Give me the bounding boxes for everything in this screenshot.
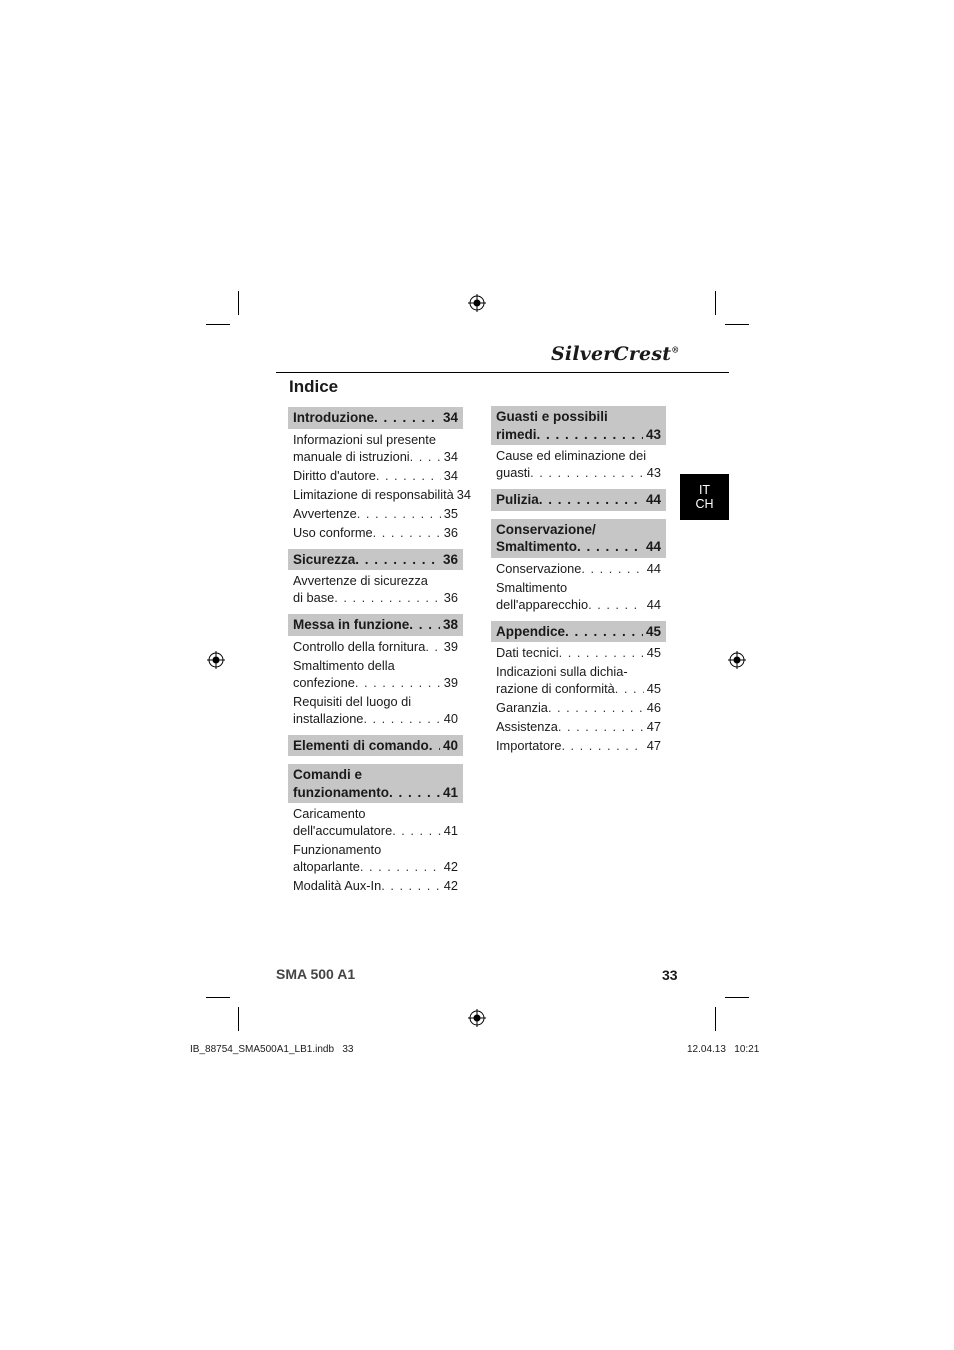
brand-logo xyxy=(551,343,679,365)
footer-model: SMA 500 A1 xyxy=(276,966,356,982)
toc-entry-page: 41 xyxy=(443,823,458,838)
toc-entry-row xyxy=(293,524,458,541)
toc-heading-row xyxy=(293,737,458,755)
dot-leader xyxy=(355,674,441,691)
toc-entry[interactable] xyxy=(288,655,463,691)
toc-heading-line: Guasti e possibili xyxy=(496,409,608,424)
toc-entry-text: Avvertenze xyxy=(293,505,357,521)
toc-entry-row xyxy=(293,467,458,484)
dot-leader xyxy=(537,426,643,444)
toc-entry[interactable] xyxy=(491,558,666,577)
toc-entry-text: Controllo della fornitura xyxy=(293,638,426,654)
dot-leader xyxy=(357,505,441,522)
toc-entry-line: Funzionamento xyxy=(293,842,382,857)
dot-leader xyxy=(559,644,644,661)
toc-entry-row xyxy=(496,644,661,661)
dot-leader xyxy=(548,699,644,716)
dot-leader xyxy=(581,560,643,577)
toc-entry-text: dell'apparecchio xyxy=(496,596,589,612)
dot-leader xyxy=(374,409,440,427)
crop-mark xyxy=(725,324,749,325)
dot-leader xyxy=(373,524,441,541)
dot-leader xyxy=(392,822,441,839)
toc-entry[interactable] xyxy=(491,577,666,613)
dot-leader xyxy=(577,538,643,556)
toc-entry-row xyxy=(293,674,458,691)
toc-heading-page: 36 xyxy=(442,551,458,567)
dot-leader xyxy=(376,467,441,484)
toc-entry[interactable] xyxy=(288,570,463,606)
toc-section-heading[interactable] xyxy=(288,614,463,636)
toc-entry-row xyxy=(496,464,661,481)
toc-entry-page: 47 xyxy=(646,738,661,753)
toc-heading-row xyxy=(293,551,458,569)
toc-entry-row xyxy=(496,560,661,577)
toc-entry-row xyxy=(293,858,458,875)
crop-mark xyxy=(238,1007,239,1031)
toc-entry-row xyxy=(496,737,661,754)
toc-heading-row xyxy=(496,426,661,444)
toc-entry-line: Indicazioni sulla dichia- xyxy=(496,664,628,679)
toc-entry-line: Avvertenze di sicurezza xyxy=(293,573,428,588)
toc-entry-line: Informazioni sul presente xyxy=(293,431,436,447)
dot-leader xyxy=(381,877,441,894)
print-slug-date: 12.04.13 10:21 xyxy=(687,1044,760,1055)
toc-entry[interactable] xyxy=(288,636,463,655)
toc-entry-row xyxy=(293,589,458,606)
registration-mark-icon xyxy=(468,294,486,312)
crop-mark xyxy=(206,324,230,325)
toc-heading-row xyxy=(496,538,661,556)
toc-entry-text: Limitazione di responsabilità xyxy=(293,486,454,502)
registration-mark-icon xyxy=(728,651,746,669)
toc-heading-page: 34 xyxy=(442,410,458,425)
dot-leader xyxy=(588,596,644,613)
toc-entry-line: Cause ed eliminazione dei xyxy=(496,448,647,463)
dot-leader xyxy=(539,491,643,509)
dot-leader xyxy=(425,638,440,655)
toc-entry-text: Diritto d'autore xyxy=(293,467,376,483)
toc-entry-text: Garanzia xyxy=(496,700,548,715)
toc-entry-page: 42 xyxy=(443,878,458,893)
dot-leader xyxy=(355,551,440,569)
toc-entry-page: 39 xyxy=(443,638,458,654)
toc-entry-row xyxy=(496,718,661,735)
toc-heading-text: Introduzione xyxy=(293,410,374,425)
toc-entry[interactable] xyxy=(491,661,666,697)
language-code-it: IT xyxy=(698,483,711,497)
toc-section-heading[interactable] xyxy=(491,406,666,445)
toc-entry[interactable] xyxy=(288,691,463,727)
toc-entry-text: Uso conforme xyxy=(293,524,373,540)
toc-entry-page: 34 xyxy=(443,448,458,464)
toc-entry-page: 46 xyxy=(646,700,661,715)
toc-entry[interactable] xyxy=(288,429,463,465)
toc-heading-text: Smaltimento xyxy=(496,539,578,554)
toc-entry-page: 36 xyxy=(443,590,458,605)
toc-entry[interactable] xyxy=(288,803,463,839)
toc-entry-page: 35 xyxy=(443,505,458,521)
toc-entry-page: 36 xyxy=(443,524,458,540)
toc-heading-page: 43 xyxy=(645,426,661,442)
toc-entry-line: Smaltimento xyxy=(496,579,568,595)
toc-heading-page: 38 xyxy=(442,617,458,632)
toc-entry-page: 43 xyxy=(646,465,661,480)
toc-entry[interactable] xyxy=(288,839,463,875)
toc-entry[interactable] xyxy=(491,642,666,661)
toc-entry-row xyxy=(293,877,458,894)
brand-name: SilverCrest xyxy=(551,343,672,365)
toc-entry-text: Modalità Aux-In xyxy=(293,878,382,893)
toc-entry-row xyxy=(293,822,458,839)
toc-heading-row xyxy=(496,623,661,641)
toc-entry-text: confezione xyxy=(293,674,355,690)
toc-entry-row xyxy=(293,638,458,655)
dot-leader xyxy=(334,589,441,606)
toc-entry[interactable] xyxy=(288,465,463,484)
toc-entry-page: 34 xyxy=(456,486,471,502)
toc-right-column xyxy=(491,406,666,754)
toc-section-heading[interactable] xyxy=(288,549,463,571)
toc-entry-text: razione di conformità xyxy=(496,681,615,696)
header-rule xyxy=(276,372,729,373)
toc-entry-page: 42 xyxy=(443,859,458,874)
toc-heading-page: 44 xyxy=(645,492,661,507)
toc-entry[interactable] xyxy=(491,735,666,754)
toc-heading-page: 40 xyxy=(442,737,458,753)
dot-leader xyxy=(389,784,440,802)
toc-heading-page: 44 xyxy=(645,539,661,554)
page-title: Indice xyxy=(289,377,339,396)
toc-left-column xyxy=(288,407,471,894)
toc-section-heading[interactable] xyxy=(491,519,666,558)
toc-entry-page: 40 xyxy=(443,710,458,726)
toc-entry[interactable] xyxy=(288,522,463,541)
crop-mark xyxy=(238,291,239,315)
toc-entry-text: Importatore xyxy=(496,738,562,753)
brand-registered-mark: ® xyxy=(671,344,680,355)
toc-entry-row xyxy=(293,448,458,465)
toc-entry-row xyxy=(496,680,661,697)
toc-entry[interactable] xyxy=(491,716,666,735)
toc-heading-line: Conservazione/ xyxy=(496,521,596,537)
toc-entry-row xyxy=(293,486,471,503)
toc-entry-line: Requisiti del luogo di xyxy=(293,693,412,709)
dot-leader xyxy=(409,616,440,634)
language-code-ch: CH xyxy=(695,497,714,511)
toc-entry-line: Smaltimento della xyxy=(293,657,395,673)
dot-leader xyxy=(615,680,644,697)
toc-entry-row xyxy=(293,710,458,727)
crop-mark xyxy=(715,1007,716,1031)
toc-entry-page: 47 xyxy=(646,719,661,734)
toc-entry-text: di base xyxy=(293,590,335,605)
toc-heading-text: Appendice xyxy=(496,623,566,639)
toc-entry-text: Dati tecnici xyxy=(496,645,559,660)
dot-leader xyxy=(410,448,441,465)
toc-entry[interactable] xyxy=(491,697,666,716)
toc-heading-row xyxy=(293,784,458,802)
dot-leader xyxy=(530,464,644,481)
dot-leader xyxy=(565,623,643,641)
toc-heading-row xyxy=(293,409,458,427)
toc-heading-page: 41 xyxy=(442,784,458,800)
dot-leader xyxy=(558,718,644,735)
toc-entry[interactable] xyxy=(288,503,463,522)
toc-entry-page: 39 xyxy=(443,674,458,690)
toc-section-heading[interactable] xyxy=(491,489,666,511)
dot-leader xyxy=(363,710,440,727)
dot-leader xyxy=(429,737,440,755)
toc-entry-page: 45 xyxy=(646,645,661,660)
toc-heading-text: rimedi xyxy=(496,426,537,442)
crop-mark xyxy=(725,997,749,998)
toc-entry-page: 45 xyxy=(646,681,661,696)
toc-heading-row xyxy=(293,616,458,634)
toc-heading-text: Messa in funzione xyxy=(293,617,410,632)
toc-entry-text: altoparlante xyxy=(293,859,360,874)
toc-entry-text: installazione xyxy=(293,710,364,726)
toc-entry-text: dell'accumulatore xyxy=(293,823,393,838)
toc-entry-text: Assistenza xyxy=(496,719,558,734)
toc-entry-text: manuale di istruzioni xyxy=(293,448,410,464)
toc-heading-text: Elementi di comando xyxy=(293,737,429,753)
dot-leader xyxy=(360,858,441,875)
registration-mark-icon xyxy=(468,1009,486,1027)
toc-entry-page: 44 xyxy=(646,596,661,612)
toc-entry-row xyxy=(496,596,661,613)
toc-heading-text: Sicurezza xyxy=(293,551,356,567)
page-number: 33 xyxy=(662,967,678,983)
toc-heading-text: funzionamento xyxy=(293,784,389,800)
toc-section-heading[interactable] xyxy=(491,621,666,643)
toc-heading-text: Pulizia xyxy=(496,492,539,507)
registration-mark-icon xyxy=(207,651,225,669)
toc-entry-row xyxy=(293,505,458,522)
toc-heading-row xyxy=(496,491,661,509)
language-badge xyxy=(680,474,729,520)
toc-entry-line: Caricamento xyxy=(293,806,366,821)
toc-entry[interactable] xyxy=(288,875,463,894)
crop-mark xyxy=(715,291,716,315)
toc-entry[interactable] xyxy=(491,445,666,481)
toc-entry-row xyxy=(496,699,661,716)
dot-leader xyxy=(561,737,643,754)
toc-entry-page: 34 xyxy=(443,467,458,483)
toc-section-heading[interactable] xyxy=(288,764,463,803)
toc-entry-page: 44 xyxy=(646,560,661,576)
crop-mark xyxy=(206,997,230,998)
toc-entry[interactable] xyxy=(288,484,471,503)
toc-section-heading[interactable] xyxy=(288,735,463,757)
toc-heading-page: 45 xyxy=(645,623,661,639)
toc-entry-text: guasti xyxy=(496,465,531,480)
print-slug-file: IB_88754_SMA500A1_LB1.indb 33 xyxy=(190,1044,354,1055)
toc-entry-text: Conservazione xyxy=(496,560,582,576)
toc-section-heading[interactable] xyxy=(288,407,463,429)
toc-heading-line: Comandi e xyxy=(293,767,363,782)
